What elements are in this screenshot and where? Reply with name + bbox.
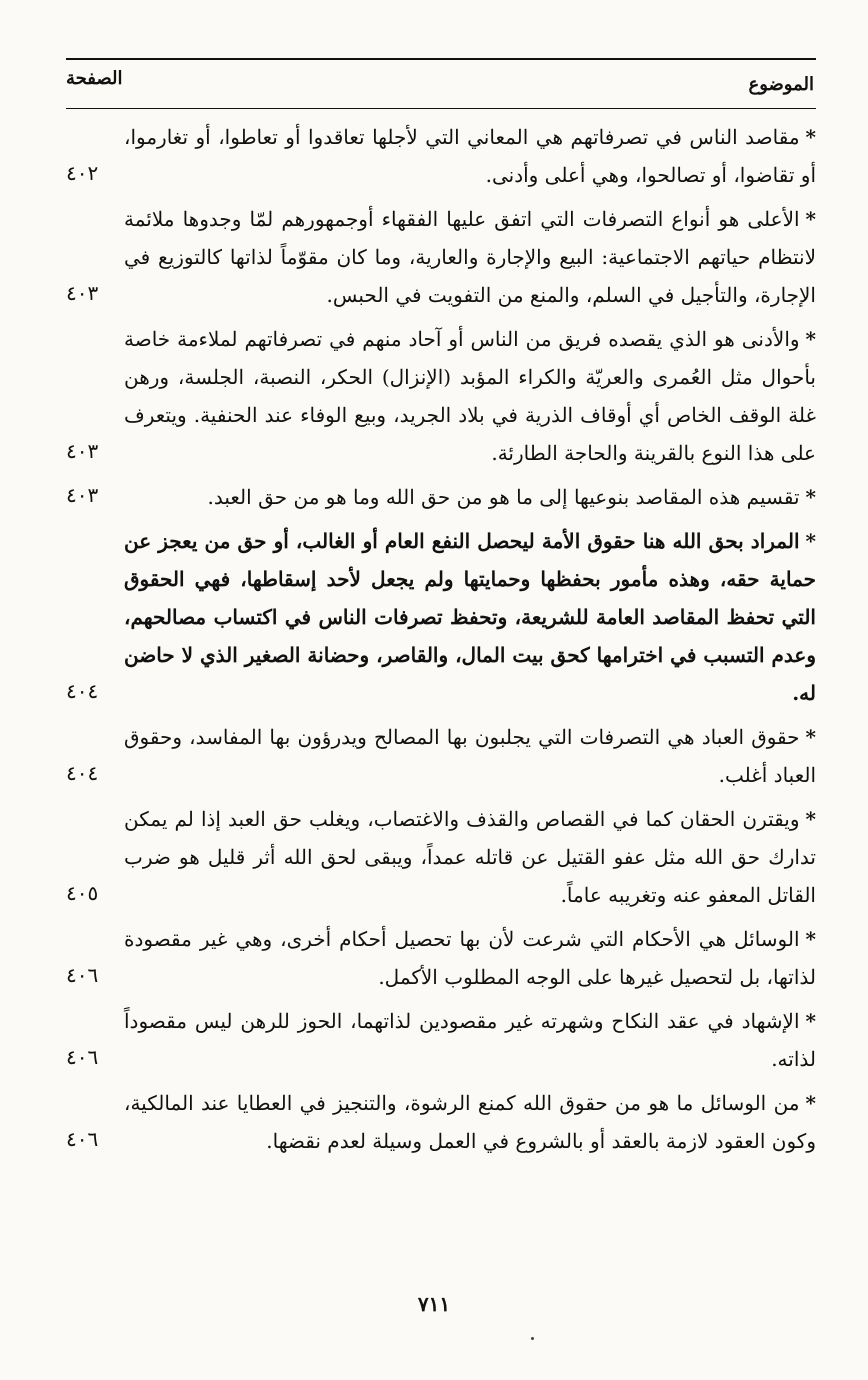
index-entry — [0, 478, 868, 516]
header-rule — [66, 108, 816, 109]
index-entries — [0, 118, 868, 1166]
entry-page-number: ٤٠٦ — [66, 963, 99, 987]
index-entry — [0, 718, 868, 794]
index-entry — [0, 118, 868, 194]
asterisk-bullet-icon: * — [805, 485, 816, 509]
entry-page-number: ٤٠٦ — [66, 1127, 99, 1151]
entry-text: *ويقترن الحقان كما في القصاص والقذف والاغتصاب، ويغلب حق العبد إذا لم يمكن تدارك حق الله مثل عفو القتيل عن قاتله عمداً، ويبقى لحق الله أثر قليل هو ضرب القاتل المعفو عنه وتغريبه عاماً. — [124, 807, 816, 907]
entry-text: *الإشهاد في عقد النكاح وشهرته غير مقصودين لذاتهما، الحوز للرهن ليس مقصوداً لذاته. — [124, 1009, 816, 1071]
asterisk-bullet-icon: * — [805, 207, 816, 231]
asterisk-bullet-icon: * — [805, 529, 816, 553]
index-entry-bold — [0, 522, 868, 712]
entry-page-number: ٤٠٤ — [66, 679, 99, 703]
asterisk-bullet-icon: * — [805, 927, 816, 951]
entry-text: *المراد بحق الله هنا حقوق الأمة ليحصل النفع العام أو الغالب، أو حق من يعجز عن حماية حقه، وهذه مأمور بحفظها وحمايتها ولم يجعل لأحد إسقاطها، فهي الحقوق التي تحفظ المقاصد العامة للشريعة، وتحفظ تصرفات الناس في اكتساب مصالحهم، وعدم التسبب في اخترامها كحق بيت المال، والقاصر، وحضانة الصغير الذي لا حاضن له. — [123, 529, 816, 705]
index-entry — [0, 200, 868, 314]
index-entry — [0, 920, 868, 996]
asterisk-bullet-icon: * — [805, 327, 816, 351]
folio-page-number: ٧١١ — [417, 1292, 451, 1316]
entry-text: *حقوق العباد هي التصرفات التي يجلبون بها المصالح ويدرؤون بها المفاسد، وحقوق العباد أغلب. — [124, 725, 816, 787]
entry-page-number: ٤٠٢ — [66, 161, 99, 185]
index-entry — [0, 800, 868, 914]
entry-page-number: ٤٠٣ — [66, 439, 99, 463]
entry-page-number: ٤٠٤ — [66, 761, 99, 785]
asterisk-bullet-icon: * — [805, 125, 816, 149]
page-column-header: الصفحة — [66, 68, 123, 89]
asterisk-bullet-icon: * — [805, 1009, 816, 1033]
entry-text: *من الوسائل ما هو من حقوق الله كمنع الرشوة، والتنجيز في العطايا عند المالكية، وكون العقود لازمة بالعقد أو بالشروع في العمل وسيلة لعدم نقضها. — [124, 1091, 816, 1153]
ink-speck — [531, 1337, 534, 1340]
entry-text: *الوسائل هي الأحكام التي شرعت لأن بها تحصيل أحكام أخرى، وهي غير مقصودة لذاتها، بل لتحصيل غيرها على الوجه المطلوب الأكمل. — [124, 927, 816, 989]
topic-column-header: الموضوع — [748, 74, 814, 95]
asterisk-bullet-icon: * — [805, 725, 816, 749]
index-entry — [0, 1002, 868, 1078]
entry-text: *والأدنى هو الذي يقصده فريق من الناس أو آحاد منهم في تصرفاتهم لملاءمة خاصة بأحوال مثل العُمرى والعريّة والكراء المؤبد (الإنزال) الحكر، النصبة، الجلسة، ورهن غلة الوقف الخاص أي أوقاف الذرية في بلاد الجريد، وبيع الوفاء عند الحنفية. ويتعرف على هذا النوع بالقرينة والحاجة الطارئة. — [124, 327, 816, 465]
entry-text: *مقاصد الناس في تصرفاتهم هي المعاني التي لأجلها تعاقدوا أو تعاطوا، أو تغارموا، أو تقاضوا، أو تصالحوا، وهي أعلى وأدنى. — [124, 125, 816, 187]
entry-page-number: ٤٠٦ — [66, 1045, 99, 1069]
entry-page-number: ٤٠٣ — [66, 281, 99, 305]
asterisk-bullet-icon: * — [805, 1091, 816, 1115]
entry-page-number: ٤٠٣ — [66, 483, 99, 507]
asterisk-bullet-icon: * — [805, 807, 816, 831]
top-rule — [66, 58, 816, 60]
index-entry — [0, 320, 868, 472]
entry-page-number: ٤٠٥ — [66, 881, 99, 905]
entry-text: *الأعلى هو أنواع التصرفات التي اتفق عليها الفقهاء أوجمهورهم لمّا وجدوها ملائمة لانتظام حياتهم الاجتماعية: البيع والإجارة والعارية، وما كان مقوّماً لذاتها كالتوزيع في الإجارة، والتأجيل في السلم، والمنع من التفويت في الحبس. — [124, 207, 816, 307]
entry-text: *تقسيم هذه المقاصد بنوعيها إلى ما هو من حق الله وما هو من حق العبد. — [207, 485, 816, 509]
index-entry — [0, 1084, 868, 1160]
